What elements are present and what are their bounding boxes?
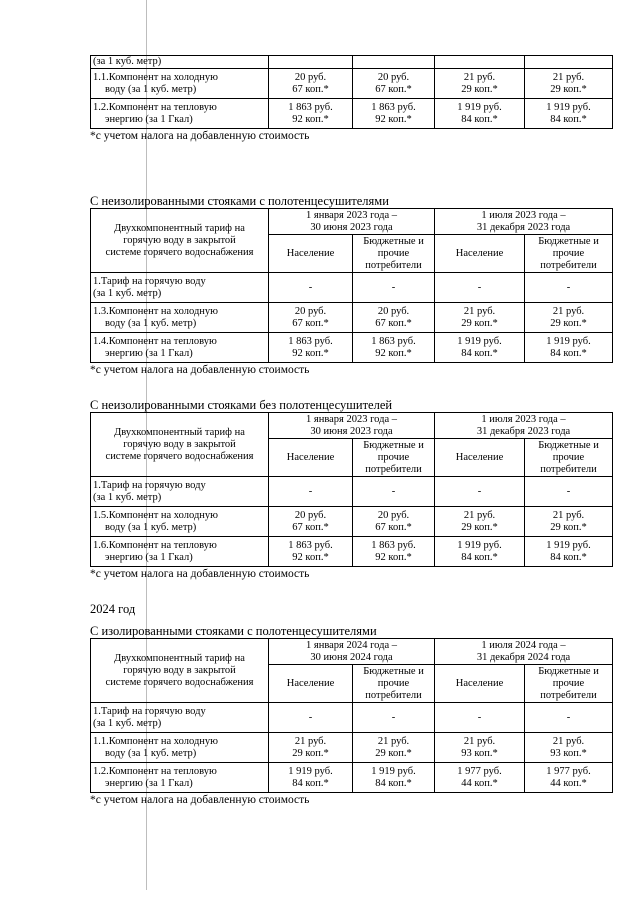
value-cell: 21 руб. 29 коп.* [435, 69, 525, 99]
text-line: Бюджетные и [538, 439, 599, 451]
text-line: 21 руб. [463, 735, 496, 747]
table-row [91, 273, 613, 303]
vat-footnote: *с учетом налога на добавленную стоимость [90, 568, 310, 580]
row-label: 1.1.Компонент на холодную воду (за 1 куб. метр) [91, 69, 269, 99]
text-line: 1 июля 2023 года – [481, 209, 566, 221]
value-cell [269, 477, 353, 507]
text-line: 1.2.Компонент на тепловую [93, 765, 217, 777]
text-line: 1 919 руб. [546, 539, 591, 551]
consumer-group-header [269, 439, 353, 477]
text-line: 44 коп.* [550, 777, 587, 789]
tariff-description-header [91, 413, 269, 477]
text-line: 29 коп.* [461, 521, 498, 533]
text-line: 29 коп.* [375, 747, 412, 759]
text-line: Бюджетные и [363, 665, 424, 677]
text-line: Население [286, 451, 335, 463]
consumer-group-header [525, 665, 613, 703]
value-cell [269, 763, 353, 793]
text-line: Двухкомпонентный тариф на [114, 222, 245, 234]
text-line: 84 коп.* [461, 551, 498, 563]
value-cell: 20 руб. 67 коп.* [269, 69, 353, 99]
value-cell [269, 703, 353, 733]
text-line: 92 коп.* [292, 347, 329, 359]
text-line: 30 июня 2023 года [310, 425, 393, 437]
vat-footnote: *с учетом налога на добавленную стоимость [90, 364, 310, 376]
value-cell [353, 537, 435, 567]
value-cell [435, 56, 525, 69]
text-line: 1 января 2023 года – [306, 413, 398, 425]
text-line: 1 июля 2023 года – [481, 413, 566, 425]
table-row [91, 477, 613, 507]
text-line: Бюджетные и [538, 665, 599, 677]
value-cell [525, 537, 613, 567]
value-cell: 1 919 руб. 84 коп.* [435, 99, 525, 129]
text-line: 31 декабря 2024 года [476, 651, 571, 663]
text-line: - [566, 485, 571, 497]
text-line: 1.6.Компонент на тепловую [93, 539, 217, 551]
row-label [91, 303, 269, 333]
text-line: прочие [552, 451, 585, 463]
text-line: 1.Тариф на горячую воду [93, 479, 206, 491]
consumer-group-header [435, 235, 525, 273]
value-cell [269, 507, 353, 537]
consumer-group-header [353, 439, 435, 477]
value-cell: 21 руб. 29 коп.* [525, 69, 613, 99]
text-line: - [391, 485, 396, 497]
text-line: 1 863 руб. [371, 335, 416, 347]
text-line: 21 руб. [377, 735, 410, 747]
text-line: - [566, 281, 571, 293]
text-line: 67 коп.* [292, 521, 329, 533]
value-cell [353, 333, 435, 363]
text-line: - [477, 711, 482, 723]
text-line: 92 коп.* [375, 347, 412, 359]
table-section-2 [90, 398, 612, 581]
text-line: - [477, 485, 482, 497]
text-line: прочие [377, 677, 410, 689]
text-line: 1 977 руб. [546, 765, 591, 777]
text-line: (за 1 куб. метр) [93, 287, 162, 299]
text-line: Население [286, 247, 335, 259]
table-row [91, 333, 613, 363]
text-line: - [391, 281, 396, 293]
text-line: 1 863 руб. [288, 335, 333, 347]
text-line: - [308, 281, 313, 293]
text-line: энергию (за 1 Гкал) [105, 551, 193, 563]
value-cell [353, 273, 435, 303]
tariff-table [90, 208, 613, 363]
value-cell: 1 863 руб. 92 коп.* [269, 99, 353, 129]
text-line: прочие [377, 247, 410, 259]
text-line: 92 коп.* [375, 551, 412, 563]
table-row [91, 763, 613, 793]
value-cell [353, 733, 435, 763]
value-cell [353, 56, 435, 69]
period-header [435, 209, 613, 235]
value-cell [525, 703, 613, 733]
text-line: горячую воду в закрытой [123, 438, 236, 450]
row-label [91, 477, 269, 507]
consumer-group-header [435, 439, 525, 477]
text-line: энергию (за 1 Гкал) [105, 347, 193, 359]
row-label [91, 507, 269, 537]
text-line: системе горячего водоснабжения [105, 676, 254, 688]
text-line: Двухкомпонентный тариф на [114, 426, 245, 438]
period-header [435, 413, 613, 439]
value-cell [525, 763, 613, 793]
text-line: 1.3.Компонент на холодную [93, 305, 219, 317]
text-line: Бюджетные и [538, 235, 599, 247]
table-row [91, 537, 613, 567]
text-line: 67 коп.* [375, 521, 412, 533]
table-row [91, 69, 613, 99]
text-line: 21 руб. [552, 509, 585, 521]
value-cell [353, 477, 435, 507]
period-header [435, 639, 613, 665]
text-line: прочие [552, 247, 585, 259]
text-line: 20 руб. [294, 305, 327, 317]
tariff-description-header [91, 639, 269, 703]
text-line: Бюджетные и [363, 439, 424, 451]
text-line: 29 коп.* [461, 317, 498, 329]
consumer-group-header [525, 439, 613, 477]
row-label [91, 273, 269, 303]
value-cell [269, 733, 353, 763]
value-cell [525, 477, 613, 507]
header-row [91, 639, 613, 665]
text-line: - [391, 711, 396, 723]
text-line: 1 919 руб. [457, 539, 502, 551]
text-line: 29 коп.* [292, 747, 329, 759]
value-cell [269, 56, 353, 69]
value-cell [435, 477, 525, 507]
text-line: Двухкомпонентный тариф на [114, 652, 245, 664]
text-line: 84 коп.* [550, 347, 587, 359]
value-cell [269, 273, 353, 303]
text-line: 1 января 2023 года – [306, 209, 398, 221]
row-label [91, 733, 269, 763]
top-table-fragment [90, 55, 612, 143]
text-line: Население [455, 451, 504, 463]
consumer-group-header [525, 235, 613, 273]
text-line: (за 1 куб. метр) [93, 717, 162, 729]
text-line: 21 руб. [294, 735, 327, 747]
row-label: 1.2.Компонент на тепловую энергию (за 1 Гкал) [91, 99, 269, 129]
vat-footnote: *с учетом налога на добавленную стоимость [90, 130, 310, 142]
section-heading: С неизолированными стояками с полотенцесушителями [90, 194, 389, 208]
text-line: 67 коп.* [375, 317, 412, 329]
value-cell [525, 507, 613, 537]
text-line: 67 коп.* [292, 317, 329, 329]
value-cell [525, 56, 613, 69]
text-line: 21 руб. [552, 735, 585, 747]
row-label: (за 1 куб. метр) [91, 56, 269, 69]
text-line: потребители [540, 259, 597, 271]
text-line: 84 коп.* [461, 347, 498, 359]
text-line: горячую воду в закрытой [123, 664, 236, 676]
text-line: 30 июня 2023 года [310, 221, 393, 233]
text-line: 1 919 руб. [371, 765, 416, 777]
text-line: воду (за 1 куб. метр) [105, 747, 197, 759]
text-line: 31 декабря 2023 года [476, 221, 571, 233]
text-line: 1 919 руб. [288, 765, 333, 777]
consumer-group-header [269, 665, 353, 703]
text-line: 44 коп.* [461, 777, 498, 789]
value-cell [525, 303, 613, 333]
text-line: 1 июля 2024 года – [481, 639, 566, 651]
year-label: 2024 год [90, 602, 136, 616]
value-cell [525, 273, 613, 303]
value-cell [525, 733, 613, 763]
value-cell [435, 703, 525, 733]
table-row [91, 703, 613, 733]
text-line: потребители [540, 463, 597, 475]
text-line: 29 коп.* [550, 317, 587, 329]
text-line: 1.4.Компонент на тепловую [93, 335, 217, 347]
text-line: 20 руб. [377, 509, 410, 521]
tariff-table [90, 412, 613, 567]
value-cell [435, 507, 525, 537]
text-line: 1 863 руб. [371, 539, 416, 551]
value-cell: 1 919 руб. 84 коп.* [525, 99, 613, 129]
tariff-table-fragment [90, 55, 613, 129]
tariff-table [90, 638, 613, 793]
text-line: энергию (за 1 Гкал) [105, 777, 193, 789]
text-line: горячую воду в закрытой [123, 234, 236, 246]
text-line: - [308, 485, 313, 497]
text-line: потребители [365, 689, 422, 701]
section-heading: С изолированными стояками с полотенцесушителями [90, 624, 377, 638]
text-line: воду (за 1 куб. метр) [105, 317, 197, 329]
value-cell [269, 333, 353, 363]
text-line: воду (за 1 куб. метр) [105, 521, 197, 533]
period-header [269, 209, 435, 235]
table-section-3 [90, 624, 612, 807]
table-row [91, 99, 613, 129]
text-line: 1.Тариф на горячую воду [93, 705, 206, 717]
text-line: Население [455, 247, 504, 259]
period-header [269, 639, 435, 665]
value-cell [435, 733, 525, 763]
text-line: - [308, 711, 313, 723]
text-line: 1.Тариф на горячую воду [93, 275, 206, 287]
table-row [91, 303, 613, 333]
text-line: потребители [540, 689, 597, 701]
table-row [91, 507, 613, 537]
text-line: системе горячего водоснабжения [105, 246, 254, 258]
text-line: 31 декабря 2023 года [476, 425, 571, 437]
text-line: 1 января 2024 года – [306, 639, 398, 651]
section-heading: С неизолированными стояками без полотенцесушителей [90, 398, 393, 412]
value-cell: 1 863 руб. 92 коп.* [353, 99, 435, 129]
text-line: 1.5.Компонент на холодную [93, 509, 219, 521]
text-line: 30 июня 2024 года [310, 651, 393, 663]
consumer-group-header [353, 235, 435, 273]
text-line: 93 коп.* [550, 747, 587, 759]
text-line: 1 919 руб. [457, 335, 502, 347]
tariff-description-header [91, 209, 269, 273]
value-cell [353, 763, 435, 793]
text-line: Население [455, 677, 504, 689]
text-line: 92 коп.* [292, 551, 329, 563]
vat-footnote: *с учетом налога на добавленную стоимость [90, 794, 310, 806]
header-row [91, 209, 613, 235]
text-line: 20 руб. [294, 509, 327, 521]
consumer-group-header [269, 235, 353, 273]
consumer-group-header [353, 665, 435, 703]
text-line: 1 977 руб. [457, 765, 502, 777]
value-cell [353, 303, 435, 333]
text-line: - [477, 281, 482, 293]
table-section-1 [90, 194, 612, 377]
text-line: Население [286, 677, 335, 689]
value-cell [435, 273, 525, 303]
text-line: прочие [552, 677, 585, 689]
value-cell [269, 537, 353, 567]
consumer-group-header [435, 665, 525, 703]
text-line: системе горячего водоснабжения [105, 450, 254, 462]
row-label [91, 763, 269, 793]
table-row [91, 56, 613, 69]
value-cell [353, 507, 435, 537]
text-line: 20 руб. [377, 305, 410, 317]
text-line: 93 коп.* [461, 747, 498, 759]
value-cell [525, 333, 613, 363]
value-cell: 20 руб. 67 коп.* [353, 69, 435, 99]
text-line: (за 1 куб. метр) [93, 491, 162, 503]
value-cell [353, 703, 435, 733]
row-label [91, 703, 269, 733]
value-cell [435, 303, 525, 333]
text-line: потребители [365, 463, 422, 475]
text-line: 21 руб. [463, 305, 496, 317]
text-line: 1.1.Компонент на холодную [93, 735, 219, 747]
text-line: 29 коп.* [550, 521, 587, 533]
header-row [91, 413, 613, 439]
text-line: 21 руб. [552, 305, 585, 317]
value-cell [435, 537, 525, 567]
text-line: - [566, 711, 571, 723]
text-line: 1 919 руб. [546, 335, 591, 347]
period-header [269, 413, 435, 439]
text-line: 84 коп.* [550, 551, 587, 563]
value-cell [435, 333, 525, 363]
text-line: прочие [377, 451, 410, 463]
value-cell [435, 763, 525, 793]
text-line: 1 863 руб. [288, 539, 333, 551]
value-cell [269, 303, 353, 333]
row-label [91, 537, 269, 567]
text-line: 84 коп.* [375, 777, 412, 789]
text-line: 21 руб. [463, 509, 496, 521]
table-row [91, 733, 613, 763]
text-line: Бюджетные и [363, 235, 424, 247]
row-label [91, 333, 269, 363]
text-line: 84 коп.* [292, 777, 329, 789]
text-line: потребители [365, 259, 422, 271]
